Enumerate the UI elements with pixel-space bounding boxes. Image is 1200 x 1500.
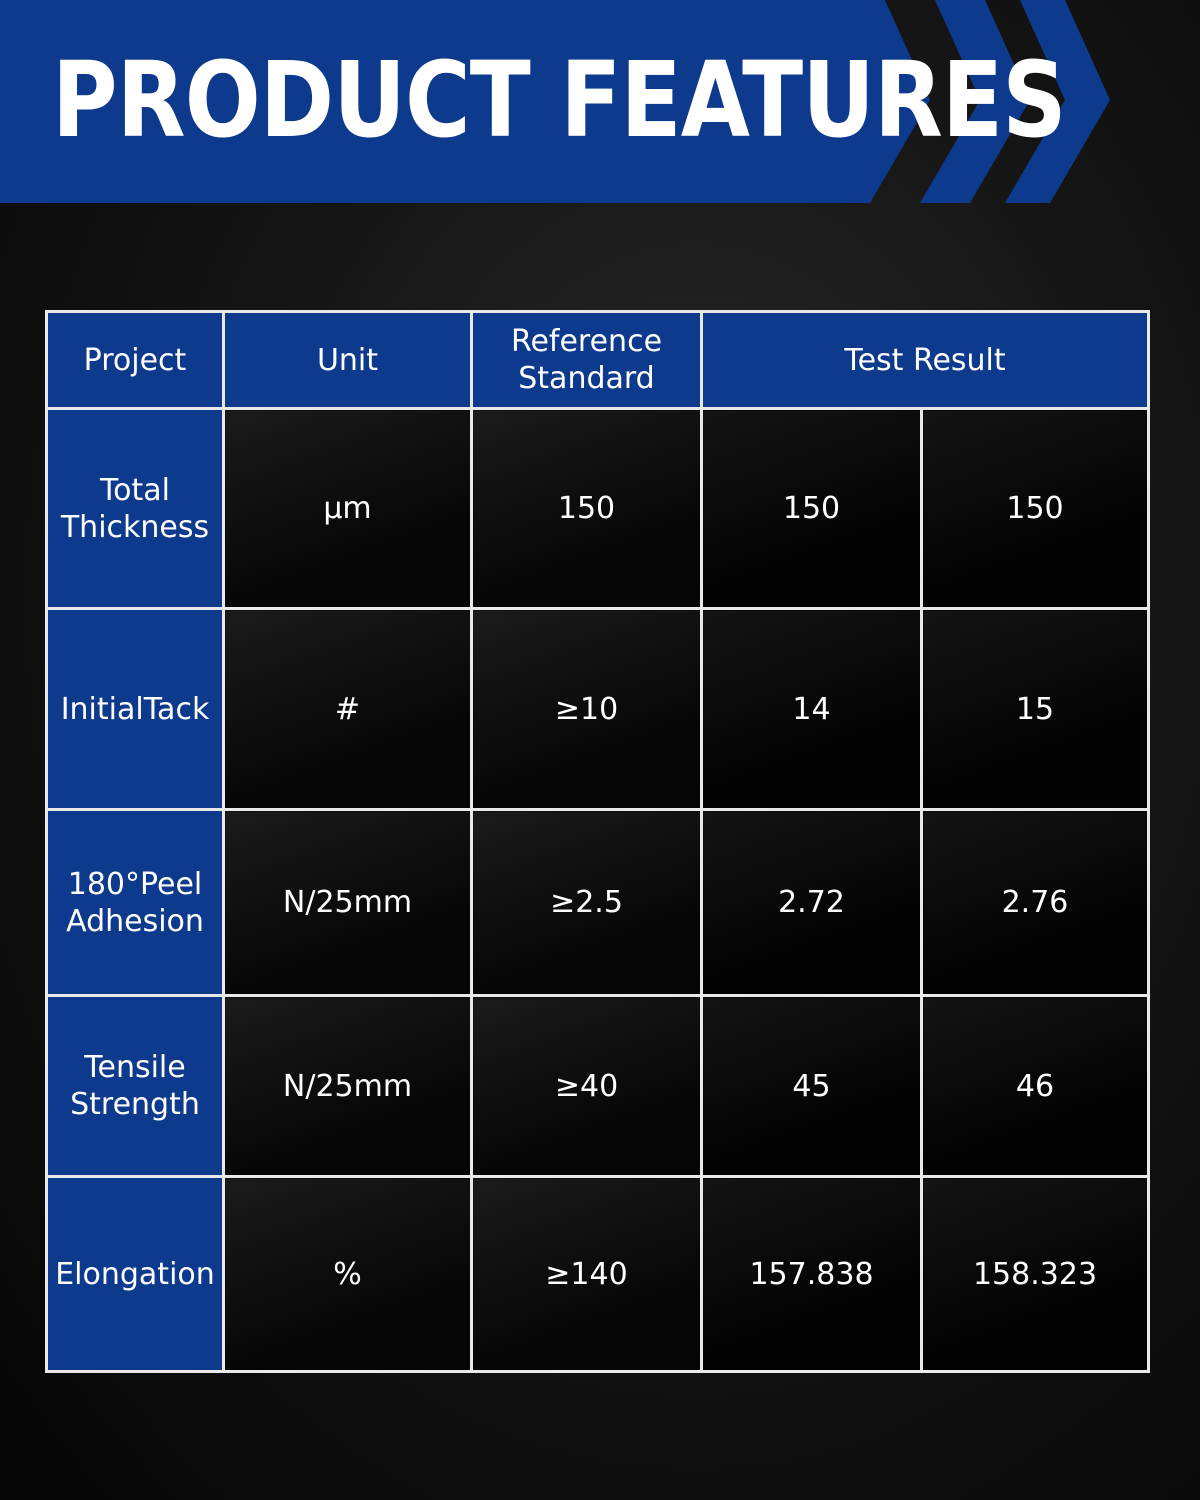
cell-result-1: 150: [702, 409, 922, 609]
cell-result-2: 15: [922, 609, 1149, 810]
row-label-line: Strength: [70, 1087, 200, 1122]
table-row: [47, 810, 1149, 996]
cell-reference: ≥10: [472, 609, 702, 810]
cell-result-2: 46: [922, 996, 1149, 1177]
row-label-line: Adhesion: [66, 903, 204, 939]
cell-reference: ≥2.5: [472, 810, 702, 996]
row-label-line: Total: [99, 472, 171, 508]
page-title: PRODUCT FEATURES: [52, 39, 1066, 161]
header-unit: Unit: [224, 312, 472, 409]
table-row: [47, 996, 1149, 1177]
table-row: [47, 609, 1149, 810]
header-test-result: Test Result: [702, 312, 1149, 409]
row-label-line: Thickness: [60, 509, 210, 545]
cell-result-2: 158.323: [922, 1177, 1149, 1372]
cell-reference: 150: [472, 409, 702, 609]
row-label-elongation: [47, 1177, 224, 1372]
header-reference-line1: Reference: [510, 324, 663, 359]
cell-result-2: 150: [922, 409, 1149, 609]
cell-result-1: 45: [702, 996, 922, 1177]
cell-result-1: 157.838: [702, 1177, 922, 1372]
cell-unit: %: [224, 1177, 472, 1372]
header-reference-line2: Standard: [518, 361, 655, 396]
row-label-line: Tensile: [84, 1050, 186, 1085]
cell-result-1: 14: [702, 609, 922, 810]
row-label-peel-adhesion: [47, 810, 224, 996]
cell-unit: μm: [224, 409, 472, 609]
cell-reference: ≥140: [472, 1177, 702, 1372]
row-label-line: Elongation: [55, 1256, 215, 1292]
table-row: [47, 1177, 1149, 1372]
table-row: [47, 409, 1149, 609]
cell-result-1: 2.72: [702, 810, 922, 996]
table-header-row: [47, 312, 1149, 409]
header-project: Project: [47, 312, 224, 409]
header-banner: [0, 0, 1200, 205]
row-label-line: InitialTack: [60, 691, 210, 727]
features-table-container: [45, 310, 1147, 1373]
row-label-tensile-strength: [47, 996, 224, 1177]
cell-reference: ≥40: [472, 996, 702, 1177]
row-label-initial-tack: [47, 609, 224, 810]
cell-unit: #: [224, 609, 472, 810]
cell-result-2: 2.76: [922, 810, 1149, 996]
cell-unit: N/25mm: [224, 996, 472, 1177]
row-label-total-thickness: [47, 409, 224, 609]
header-reference-standard: [472, 312, 702, 409]
cell-unit: N/25mm: [224, 810, 472, 996]
features-table: [45, 310, 1150, 1373]
row-label-line: 180°Peel: [67, 866, 203, 902]
